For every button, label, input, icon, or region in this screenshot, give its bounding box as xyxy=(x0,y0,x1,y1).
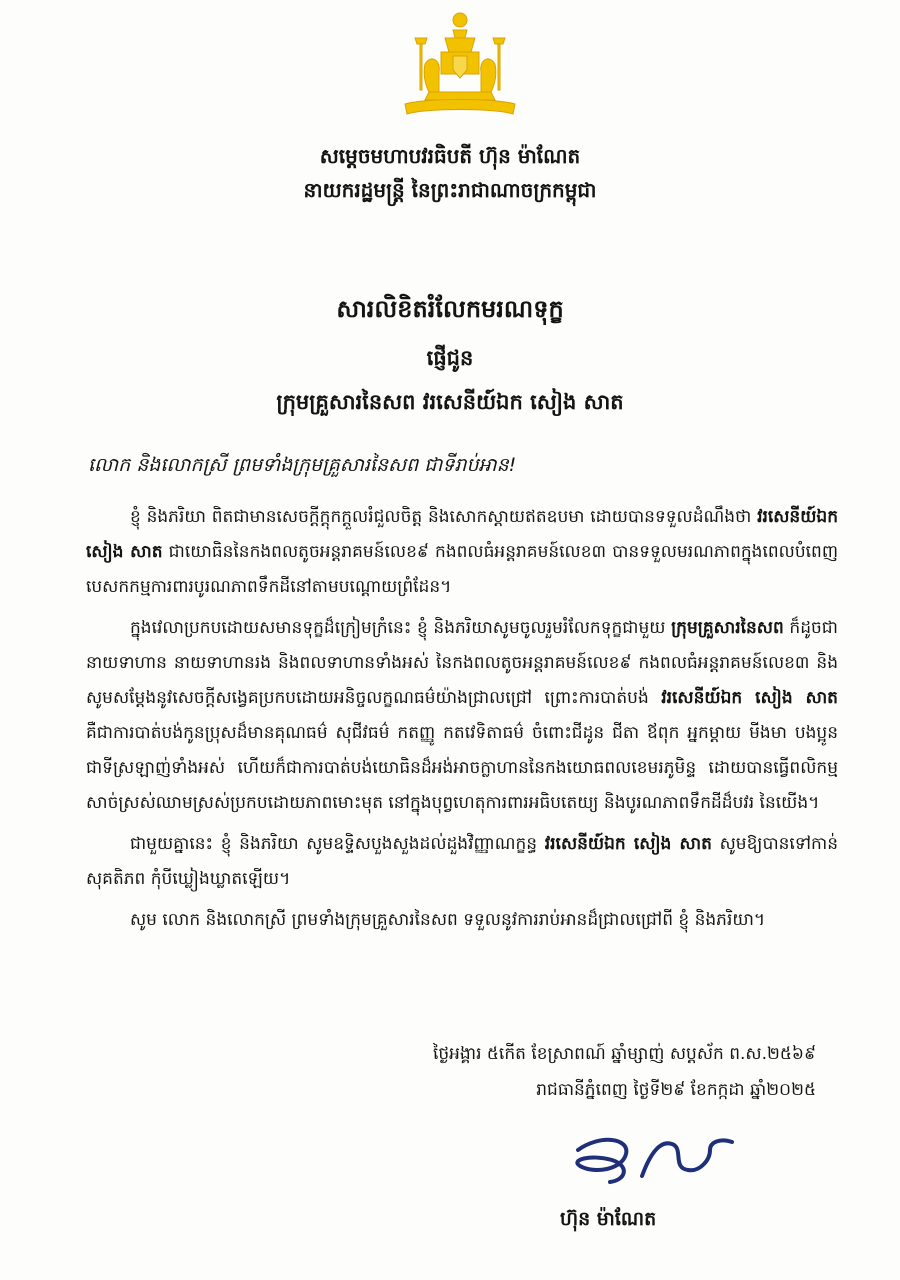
recipient: ក្រុមគ្រួសារនៃសព វរសេនីយ៍ឯក សៀង សាត xyxy=(276,390,624,414)
send-to-label: ផ្ញើជូន xyxy=(426,346,474,370)
solar-date: រាជធានីភ្នំពេញ ថ្ងៃទី២៩ ខែកក្កដា ឆ្នាំ២០២៥ xyxy=(536,1080,816,1100)
body-paragraph-2: ក្នុងវេលាប្រកបដោយសមានទុក្ខដ៏ក្រៀមក្រំនេះ ខ្ញុំ និងភរិយាសូមចូលរួមរំលែកទុក្ខជាមួយ ក្រុមគ្រួសារនៃសព ក៏ដូចជានាយទាហាន នាយទាហានរង និងពលទាហានទាំងអស់ នៃកងពលតូចអន្តរាគមន៍លេខ៩ កងពលធំអន្តរាគមន៍លេខ៣ និងសូមសម្តែងនូវសេចក្តីសង្វេគប្រកបដោយអនិច្ចលក្ខណធម៌យ៉ាងជ្រាលជ្រៅ ព្រោះការបាត់បង់ វរសេនីយ៍ឯក សៀង សាត គឺជាការបាត់បង់កូនប្រុសដ៏មានគុណធម៌ សុជីវធម៌ កតញ្ញូ កតវេទិតាធម៌ ចំពោះជីដូន ជីតា ឪពុក អ្នកម្តាយ មីងមា បងប្អូនជាទីស្រឡាញ់ទាំងអស់ ហើយក៏ជាការបាត់បង់យោធិនដ៏អង់អាចក្លាហាននៃកងយោធពលខេមរភូមិន្ទ ដោយបានធ្វើពលិកម្មសាច់ស្រស់ឈាមស្រស់ប្រកបដោយភាពមោះមុត នៅក្នុងបុព្វហេតុការពារអធិបតេយ្យ និងបូរណភាពទឹកដីដ៏បវរ នៃយើង។ xyxy=(86,618,838,813)
deceased-name: វរសេនីយ៍ឯក សៀង សាត xyxy=(544,834,712,854)
signer-name: ហ៊ុន ម៉ាណែត xyxy=(560,1208,657,1230)
date-block xyxy=(433,1036,816,1108)
author-title: នាយករដ្ឋមន្ត្រី នៃព្រះរាជាណាចក្រកម្ពុជា xyxy=(303,178,597,202)
lunar-date: ថ្ងៃអង្គារ ៥កើត ខែស្រាពណ៍ ឆ្នាំម្សាញ់ សប្តស័ក ព.ស.២៥៦៩ xyxy=(432,1044,816,1064)
body-paragraph-3: ជាមួយគ្នានេះ ខ្ញុំ និងភរិយា សូមឧទ្ទិសបួងសួងដល់ដួងវិញ្ញាណក្ខន្ធ វរសេនីយ៍ឯក សៀង សាត សូមឱ្យបានទៅកាន់សុគតិភព កុំបីឃ្លៀងឃ្លាតឡើយ។ xyxy=(86,834,838,889)
family-label: ក្រុមគ្រួសារនៃសព xyxy=(671,618,784,638)
deceased-name: វរសេនីយ៍ឯក សៀង សាត xyxy=(661,688,838,708)
letter-title: សារលិខិតរំលែកមរណទុក្ខ xyxy=(336,295,564,323)
letter-body xyxy=(86,500,838,1020)
deceased-name: វរសេនីយ៍ឯក សៀង សាត xyxy=(86,507,838,562)
signature-icon xyxy=(560,1120,740,1200)
body-paragraph-1: ខ្ញុំ និងភរិយា ពិតជាមានសេចក្តីក្តុកក្តួលរំជួលចិត្ត និងសោកស្តាយឥតឧបមា ដោយបានទទួលដំណឹងថា វរសេនីយ៍ឯក សៀង សាត ជាយោធិននៃកងពលតូចអន្តរាគមន៍លេខ៩ កងពលធំអន្តរាគមន៍លេខ៣ បានទទួលមរណភាពក្នុងពេលបំពេញបេសកកម្មការពារបូរណភាពទឹកដីនៅតាមបណ្តោយព្រំដែន។ xyxy=(86,507,838,597)
royal-arms-of-cambodia-icon xyxy=(395,8,525,120)
salutation: លោក និងលោកស្រី ព្រមទាំងក្រុមគ្រួសារនៃសព ជាទីរាប់អាន! xyxy=(88,454,517,476)
author-name: សម្តេចមហាបវរធិបតី ហ៊ុន ម៉ាណែត xyxy=(319,144,581,168)
body-paragraph-4: សូម លោក និងលោកស្រី ព្រមទាំងក្រុមគ្រួសារនៃសព ទទួលនូវការរាប់អានដ៏ជ្រាលជ្រៅពី ខ្ញុំ និងភរិយា។ xyxy=(130,910,766,930)
